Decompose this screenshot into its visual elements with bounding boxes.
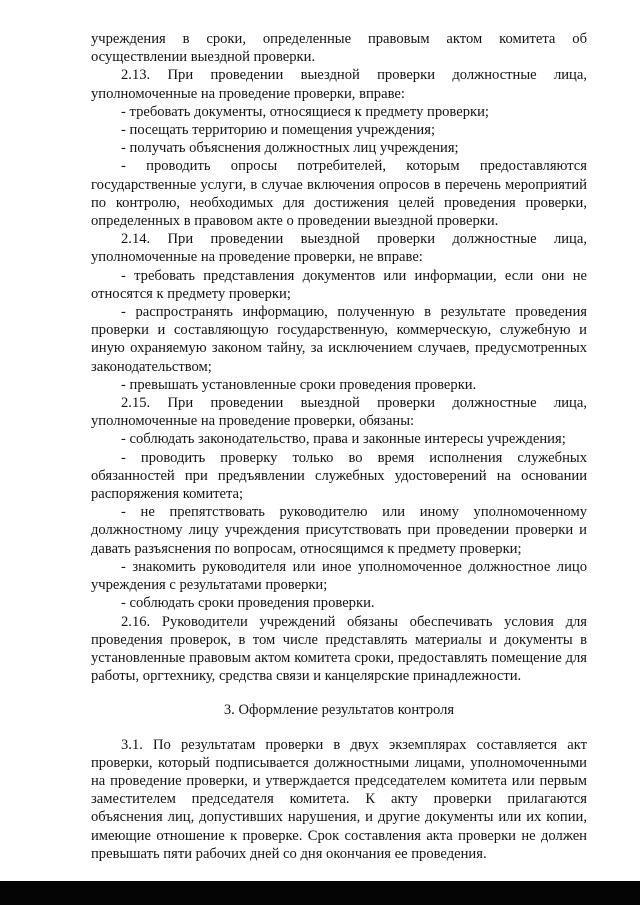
paragraph: 2.13. При проведении выездной проверки должностные лица, уполномоченные на проведение проверки, вправе:	[91, 67, 587, 102]
paragraph: - не препятствовать руководителю или иному уполномоченному должностному лицу учреждения присутствовать при проведении проверки и давать разъяснения по вопросам, относящимся к предмету проверки;	[91, 504, 587, 557]
scan-edge-bar	[0, 881, 640, 905]
paragraph: 2.14. При проведении выездной проверки должностные лица, уполномоченные на проведение проверки, не вправе:	[91, 231, 587, 266]
paragraph: - требовать представления документов или информации, если они не относятся к предмету проверки;	[91, 267, 587, 302]
paragraph: - посещать территорию и помещения учреждения;	[121, 122, 436, 139]
paragraph: - превышать установленные сроки проведения проверки.	[121, 376, 477, 393]
paragraph: - соблюдать сроки проведения проверки.	[121, 595, 375, 612]
paragraph: - знакомить руководителя или иное уполномоченное должностное лицо учреждения с результатами проверки;	[91, 558, 587, 594]
document-body-bottom	[91, 736, 587, 863]
section-heading: 3. Оформление результатов контроля	[223, 702, 455, 719]
paragraph: - распространять информацию, полученную в результате проведения проверки и составляющую государственную, коммерческую, служебную и иную охраняемую законом тайну, за исключением случаев, предусмотренных законодательством;	[91, 304, 587, 375]
paragraph: 3.1. По результатам проверки в двух экземплярах составляется акт проверки, который подписывается должностными лицами, уполномоченными на проведение проверки, и утверждается председателем комитета или первым заместителем председателя комитета. К акту проверки прилагаются объяснения лиц, допустивших нарушения, и другие документы или их копии, имеющие отношение к проверке. Срок составления акта проверки не должен превышать пяти рабочих дней со дня окончания ее проведения.	[91, 736, 587, 862]
paragraph: 2.16. Руководители учреждений обязаны обеспечивать условия для проведения проверок, в том числе представлять материалы и документы в установленные правовым актом комитета сроки, предоставлять помещение для работы, оргтехнику, средства связи и канцелярские принадлежности.	[91, 613, 587, 685]
paragraph: - проводить опросы потребителей, которым предоставляются государственные услуги, в случае включения опросов в перечень мероприятий по контролю, необходимых для достижения целей проведения проверки, определенных в правовом акте о проведении выездной проверки.	[91, 158, 587, 230]
paragraph: - проводить проверку только во время исполнения служебных обязанностей при предъявлении служебных удостоверений на основании распоряжения комитета;	[91, 449, 587, 503]
document-page	[91, 30, 587, 863]
paragraph: 2.15. При проведении выездной проверки должностные лица, уполномоченные на проведение проверки, обязаны:	[91, 395, 587, 430]
paragraph: - требовать документы, относящиеся к предмету проверки;	[121, 103, 489, 120]
paragraph: учреждения в сроки, определенные правовым актом комитета об осуществлении выездной проверки.	[91, 31, 587, 66]
paragraph: - получать объяснения должностных лиц учреждения;	[121, 140, 459, 157]
section-spacer	[91, 720, 587, 736]
paragraph: - соблюдать законодательство, права и законные интересы учреждения;	[121, 431, 566, 448]
section-spacer	[91, 685, 587, 701]
document-body-top	[91, 30, 587, 685]
